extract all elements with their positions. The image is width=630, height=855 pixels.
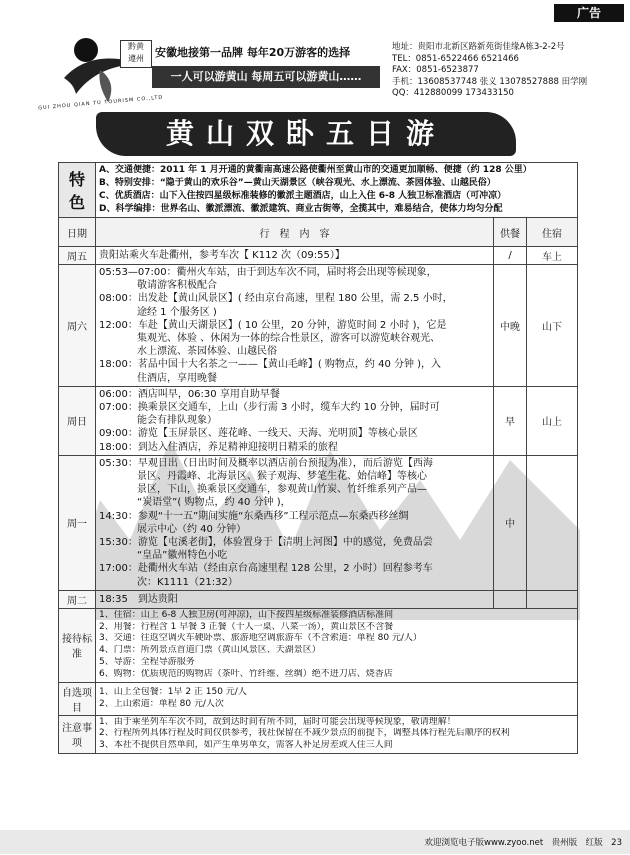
features-row bbox=[59, 163, 578, 218]
standards-list: 1、住宿：山上 6-8 人独卫房(可冲凉)，山下按四星级标准装修酒店标准间 2、用餐：行程含 1 早餐 3 正餐（十人一桌、八菜一汤），黄山景区不含餐 3、交通：往返空调火车硬卧票、旅游地空调旅游车（不含索道：单程 80 元/人） 4、门票：所列景点首道门票（黄山风景区、天湖景区） 5、导游：全程导游服务 6、购物：优质规范的购物店（茶叶、竹纤维、丝绸）绝不进刀店、烧香店 bbox=[96, 608, 578, 682]
header-meal: 供餐 bbox=[494, 218, 527, 247]
optional-row bbox=[59, 682, 578, 715]
logo-subtitle: GUI ZHOU QIAN TU TOURISM CO.,LTD bbox=[37, 94, 164, 112]
table-row bbox=[59, 590, 578, 608]
slogan: 安徽地接第一品牌 每年20万游客的选择 bbox=[155, 46, 351, 59]
features-label: 特色 bbox=[59, 163, 96, 218]
meal-cell: 中 bbox=[494, 455, 527, 590]
title-banner bbox=[96, 112, 516, 156]
itinerary-table bbox=[58, 162, 578, 754]
table-row bbox=[59, 455, 578, 590]
stay-cell bbox=[527, 455, 578, 590]
slogan-band: 一人可以游黄山 每周五可以游黄山…… bbox=[152, 66, 380, 88]
feature-item: B、特别安排：“隐于黄山的欢乐谷”—黄山天湖景区（峡谷观光、水上漂流、茶园体验、山越民俗） bbox=[99, 178, 496, 188]
logo-brand: 黔黄 遵州 bbox=[120, 40, 152, 68]
contact-info bbox=[392, 42, 587, 100]
standards-label: 接待标准 bbox=[59, 608, 96, 682]
table-header bbox=[59, 218, 578, 247]
itinerary-cell: 18:35 到达贵阳 bbox=[96, 590, 494, 608]
contact-qq: QQ：412880099 173433150 bbox=[392, 88, 514, 99]
table-row bbox=[59, 386, 578, 455]
stay-cell: 山上 bbox=[527, 386, 578, 455]
day-cell: 周日 bbox=[59, 386, 96, 455]
features-list bbox=[96, 163, 578, 218]
optional-label: 自选项目 bbox=[59, 682, 96, 715]
notes-list: 1、由于乘坐列车车次不同，故到达时间有所不同，届时可能会出现等候现象，敬请理解！ 2、行程所列具体行程及时间仅供参考，我社保留在不减少景点的前提下，调整具体行程先后顺序的权利 3、本社不提供自然单间，如产生单男单女，需客人补足房差或入住三人间 bbox=[96, 715, 578, 753]
itinerary-cell: 06:00：酒店叫早，06:30 享用自助早餐 07:00：换乘景区交通车，上山（步行需 3 小时，缆车大约 10 分钟，届时可 能会有排队现象） 09:00：游览【玉屏景区、莲花峰、一线天、天海、光明顶】等核心景区 18:00：到达入住酒店，养足精神迎接明日精采的旅程 bbox=[96, 386, 494, 455]
contact-tel: TEL：0851-6522466 6521466 bbox=[392, 53, 519, 64]
meal-cell: / bbox=[494, 247, 527, 265]
page-title: 黄山双卧五日游 bbox=[165, 117, 446, 150]
meal-cell: 中晚 bbox=[494, 265, 527, 387]
stay-cell: 车上 bbox=[527, 247, 578, 265]
itinerary-cell: 贵阳站乘火车赴衢州，参考车次【 K112 次（09:55）】 bbox=[96, 247, 494, 265]
footer-text: 欢迎浏览电子版www.zyoo.net 贵州版 红版 23 bbox=[424, 838, 622, 848]
day-cell: 周一 bbox=[59, 455, 96, 590]
day-cell: 周五 bbox=[59, 247, 96, 265]
day-cell: 周六 bbox=[59, 265, 96, 387]
optional-list: 1、山上全包餐：1早 2 正 150 元/人 2、上山索道：单程 80 元/人次 bbox=[96, 682, 578, 715]
stay-cell bbox=[527, 590, 578, 608]
feature-item: A、交通便捷：2011 年 1 月开通的黄衢南高速公路使衢州至黄山市的交通更加顺畅、便捷（约 128 公里） bbox=[99, 165, 532, 175]
itinerary-cell: 05:53—07:00：衢州火车站，由于到达车次不同，届时将会出现等候现象， 敬请游客积极配合 08:00：出发赴【黄山风景区】( 经由京台高速，里程 180 公里，需 2.5 小时， 途经 1 个服务区 ) 12:00：车赴【黄山天湖景区】( 10 公里，20 分钟，游览时间 2 小时 )，它是 集观光、体验 、休闲为一体的综合性景区，游客可以游览峡谷观光、 水上漂流、茶园体验、山越民俗 18:00：茗品中国十大名茶之一——【黄山毛峰】( 购物点，约 40 分钟 )，入 住酒店，享用晚餐 bbox=[96, 265, 494, 387]
ad-tag: 广告 bbox=[554, 4, 624, 22]
contact-mobile: 手机：13608537748 张义 13078527888 田学刚 bbox=[392, 76, 588, 87]
header-itinerary: 行 程 内 容 bbox=[96, 218, 494, 247]
itinerary-cell: 05:30：早观日出（日出时间及概率以酒店前台预报为准），而后游览【西海 景区、丹霞峰、北海景区、猴子观海、梦笔生花、始信峰】等核心 景区，下山，换乘景区交通车，参观黄山竹炭、竹纤维系列产品— “炭语堂”( 购物点，约 40 分钟 )， 14:30：参观“十一五”期间实施“东桑西移”工程示范点—东桑西移丝绸 展示中心（约 40 分钟） 15:30：游览【屯溪老街】，体验置身于【清明上河图】中的感觉，免费品尝 “皇品”徽州特色小吃 17:00：赴衢州火车站（经由京台高速里程 128 公里，2 小时）回程参考车 次：K1111（21:32） bbox=[96, 455, 494, 590]
feature-item: C、优质酒店：山下入住按四星级标准装修的徽派主题酒店，山上入住 6-8 人独卫标准酒店（可冲凉） bbox=[99, 191, 507, 201]
stay-cell: 山下 bbox=[527, 265, 578, 387]
table-row bbox=[59, 265, 578, 387]
header-stay: 住宿 bbox=[527, 218, 578, 247]
contact-fax: FAX：0851-6523877 bbox=[392, 65, 479, 76]
meal-cell: 早 bbox=[494, 386, 527, 455]
notes-row bbox=[59, 715, 578, 753]
day-cell: 周二 bbox=[59, 590, 96, 608]
header-date: 日期 bbox=[59, 218, 96, 247]
standards-row bbox=[59, 608, 578, 682]
feature-item: D、科学编排：世界名山、徽派漂流、徽派建筑、商业古街等，全揽其中，难易结合，使体力均匀分配 bbox=[99, 204, 503, 214]
table-row bbox=[59, 247, 578, 265]
meal-cell bbox=[494, 590, 527, 608]
contact-address: 地址：贵阳市北新区路新苑街佳缘A栋3-2-2号 bbox=[392, 42, 565, 52]
notes-label: 注意事项 bbox=[59, 715, 96, 753]
